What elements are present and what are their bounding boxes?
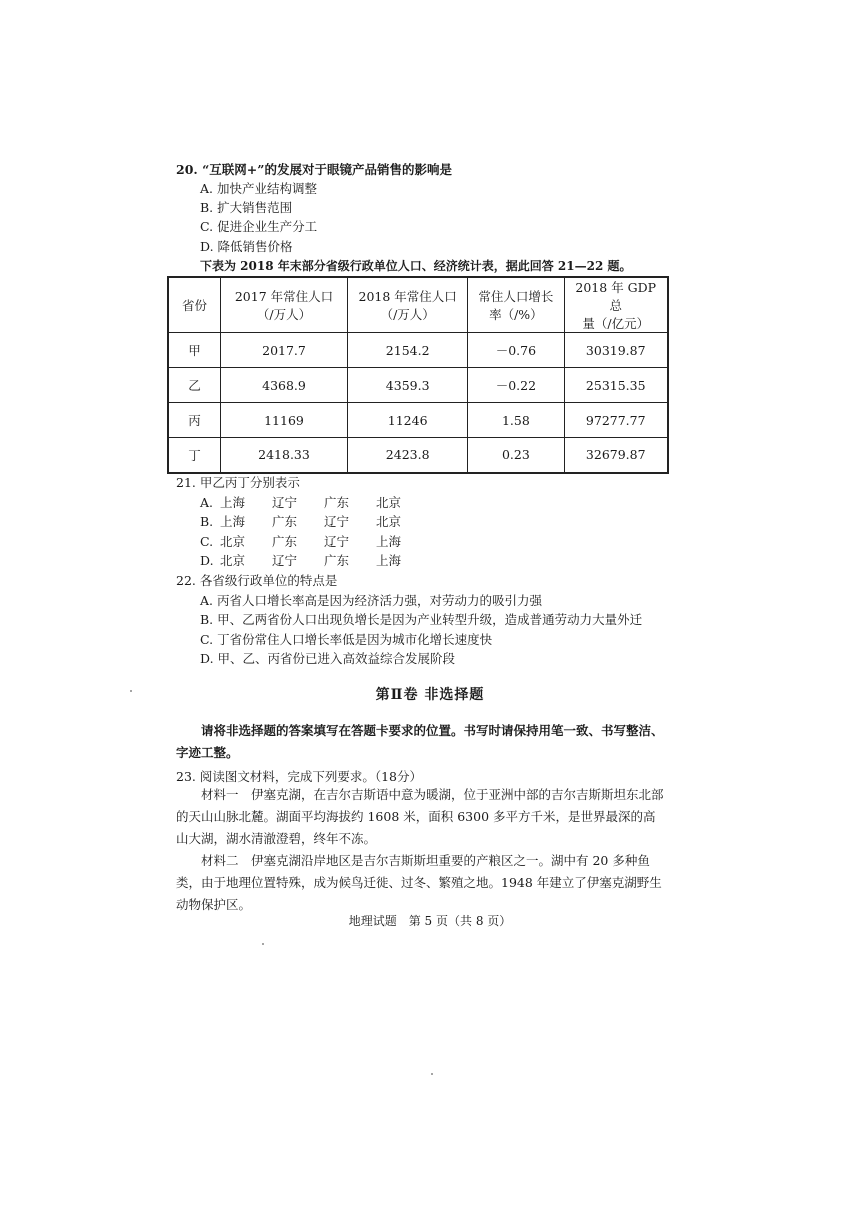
q21-option-c: C. 北京 广东 辽宁 上海	[200, 534, 402, 549]
header-pop-2018: 2018 年常住人口 （/万人）	[348, 277, 468, 333]
cell-pop-2017: 2017.7	[220, 333, 347, 368]
scan-speck	[431, 1073, 433, 1075]
table-row	[168, 403, 668, 438]
cell-pop-2018: 4359.3	[348, 368, 468, 403]
table-intro: 下表为 2018 年末部分省级行政单位人口、经济统计表，据此回答 21—22 题。	[200, 259, 632, 273]
q23-material-1: 材料一 伊塞克湖，在吉尔吉斯语中意为暖湖，位于亚洲中部的吉尔吉斯斯坦东北部的天山山脉北麓。湖面平均海拔约 1608 米，面积 6300 多平方千米，是世界最深的高山大湖，湖水清澈澄碧，终年不冻。	[176, 787, 664, 846]
q21-option-a: A. 上海 辽宁 广东 北京	[200, 495, 402, 510]
q22-option-c: C. 丁省份常住人口增长率低是因为城市化增长速度快	[200, 632, 493, 647]
cell-growth-rate: 0.23	[468, 438, 564, 473]
page-footer: 地理试题 第 5 页（共 8 页）	[348, 914, 512, 928]
q20-option-b: B. 扩大销售范围	[200, 200, 293, 215]
table-row	[168, 368, 668, 403]
cell-growth-rate: 1.58	[468, 403, 564, 438]
population-gdp-table	[167, 276, 669, 474]
cell-pop-2017: 2418.33	[220, 438, 347, 473]
q20-option-d: D. 降低销售价格	[200, 239, 293, 254]
cell-pop-2018: 2423.8	[348, 438, 468, 473]
cell-pop-2018: 11246	[348, 403, 468, 438]
q20-stem: 20. “互联网+”的发展对于眼镜产品销售的影响是	[176, 162, 452, 177]
cell-province: 甲	[168, 333, 220, 368]
cell-pop-2017: 4368.9	[220, 368, 347, 403]
q22-option-d: D. 甲、乙、丙省份已进入高效益综合发展阶段	[200, 651, 456, 666]
cell-gdp: 30319.87	[564, 333, 668, 368]
cell-gdp: 25315.35	[564, 368, 668, 403]
scan-speck	[262, 943, 264, 945]
q21-option-d: D. 北京 辽宁 广东 上海	[200, 553, 402, 568]
section-instructions: 请将非选择题的答案填写在答题卡要求的位置。书写时请保持用笔一致、书写整洁、字迹工整。	[176, 723, 664, 760]
q22-option-b: B. 甲、乙两省份人口出现负增长是因为产业转型升级，造成普通劳动力大量外迁	[200, 612, 643, 627]
q20-option-c: C. 促进企业生产分工	[200, 219, 318, 234]
q22-option-a: A. 丙省人口增长率高是因为经济活力强，对劳动力的吸引力强	[200, 593, 542, 608]
header-gdp-2018: 2018 年 GDP 总 量（/亿元）	[564, 277, 668, 333]
cell-province: 丙	[168, 403, 220, 438]
scan-speck	[130, 690, 132, 692]
header-province: 省份	[168, 277, 220, 333]
header-growth-rate: 常住人口增长 率（/%）	[468, 277, 564, 333]
cell-gdp: 97277.77	[564, 403, 668, 438]
table-row	[168, 333, 668, 368]
cell-growth-rate: －0.76	[468, 333, 564, 368]
header-pop-2017: 2017 年常住人口 （/万人）	[220, 277, 347, 333]
table-row	[168, 438, 668, 473]
q21-stem: 21. 甲乙丙丁分别表示	[176, 475, 300, 490]
cell-growth-rate: －0.22	[468, 368, 564, 403]
q21-option-b: B. 上海 广东 辽宁 北京	[200, 514, 402, 529]
q22-stem: 22. 各省级行政单位的特点是	[176, 573, 338, 588]
q23-material-2: 材料二 伊塞克湖沿岸地区是吉尔吉斯斯坦重要的产粮区之一。湖中有 20 多种鱼类，由于地理位置特殊，成为候鸟迁徙、过冬、繁殖之地。1948 年建立了伊塞克湖野生动物保护区。	[176, 853, 662, 912]
section-title: 第Ⅱ卷 非选择题	[375, 687, 485, 703]
cell-province: 乙	[168, 368, 220, 403]
table-header-row	[168, 277, 668, 333]
q23-stem: 23. 阅读图文材料，完成下列要求。（18分）	[176, 769, 423, 784]
cell-province: 丁	[168, 438, 220, 473]
q20-option-a: A. 加快产业结构调整	[200, 181, 317, 196]
cell-gdp: 32679.87	[564, 438, 668, 473]
cell-pop-2018: 2154.2	[348, 333, 468, 368]
cell-pop-2017: 11169	[220, 403, 347, 438]
